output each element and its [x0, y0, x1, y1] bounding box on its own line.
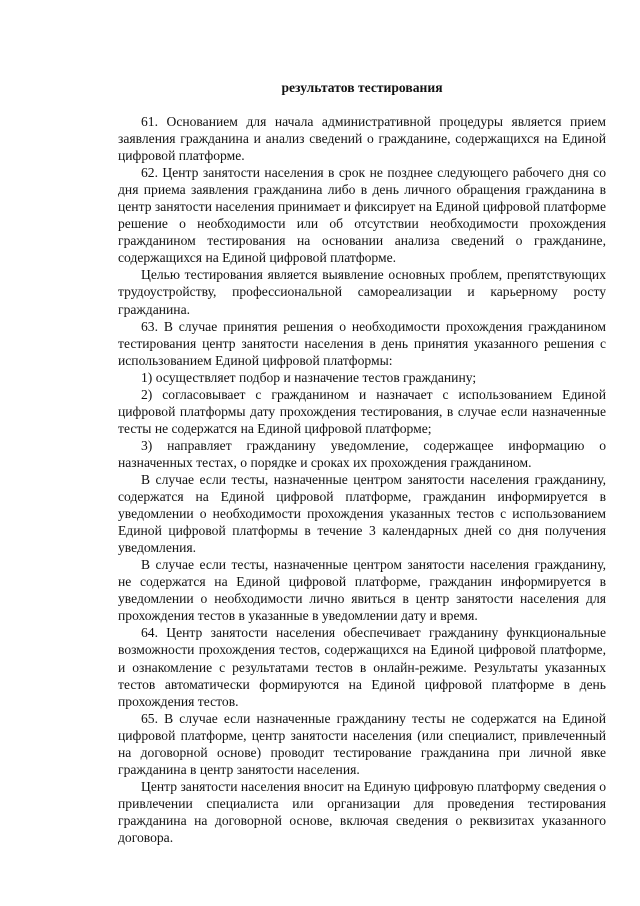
paragraph-64: 64. Центр занятости населения обеспечивает гражданину функциональные возможности прохождения тестов, содержащихся на Единой цифровой платформе, и ознакомление с результатами тестов в онлайн-режиме. Результаты указанных тестов автоматически формируются на Единой цифровой платформе в день прохождения тестов. — [118, 625, 606, 709]
paragraph-62: 62. Центр занятости населения в срок не позднее следующего рабочего дня со дня приема заявления гражданина либо в день личного обращения гражданина в центр занятости населения принимает и фиксирует на Единой цифровой платформе решение о необходимости или об отсутствии необходимости прохождения гражданином тестирования на основании анализа сведений о гражданине, содержащихся на Единой цифровой платформе. — [118, 165, 606, 266]
paragraph-61: 61. Основанием для начала административной процедуры является прием заявления гражданина и анализ сведений о гражданине, содержащихся на Единой цифровой платформе. — [118, 114, 606, 164]
paragraph-tests-not-on-platform: В случае если тесты, назначенные центром занятости населения гражданину, не содержатся на Единой цифровой платформе, гражданин информируется в уведомлении о необходимости лично явиться в центр занятости населения для прохождения тестов в указанные в уведомлении дату и время. — [118, 557, 606, 624]
paragraph-tests-on-platform: В случае если тесты, назначенные центром занятости населения гражданину, содержатся на Единой цифровой платформе, гражданин информируется в уведомлении о необходимости прохождения указанных тестов с использованием Единой цифровой платформы в течение 3 календарных дней со дня получения уведомления. — [118, 471, 606, 556]
paragraph-testing-goal: Целью тестирования является выявление основных проблем, препятствующих трудоустройству, профессиональной самореализации и карьерному росту гражданина. — [118, 267, 606, 317]
section-title: результатов тестирования — [281, 80, 443, 95]
list-item-2: 2) согласовывает с гражданином и назначает с использованием Единой цифровой платформы дату прохождения тестирования, в случае если назначенные тесты не содержатся на Единой цифровой платформе; — [118, 386, 606, 436]
list-item-3: 3) направляет гражданину уведомление, содержащее информацию о назначенных тестах, о порядке и сроках их прохождения гражданином. — [118, 437, 606, 470]
paragraph-specialist-info: Центр занятости населения вносит на Единую цифровую платформу сведения о привлечении специалиста или организации для проведения тестирования гражданина на договорной основе, включая сведения о реквизитах указанного договора. — [118, 778, 606, 845]
list-item-1: 1) осуществляет подбор и назначение тестов гражданину; — [141, 369, 477, 385]
document-body — [118, 113, 606, 846]
paragraph-65: 65. В случае если назначенные гражданину тесты не содержатся на Единой цифровой платформе, центр занятости населения (или специалист, привлеченный на договорной основе) проводит тестирование гражданина при личной явке гражданина в центр занятости населения. — [118, 710, 606, 777]
paragraph-63: 63. В случае принятия решения о необходимости прохождения гражданином тестирования центр занятости населения в день принятия указанного решения с использованием Единой цифровой платформы: — [118, 318, 606, 368]
